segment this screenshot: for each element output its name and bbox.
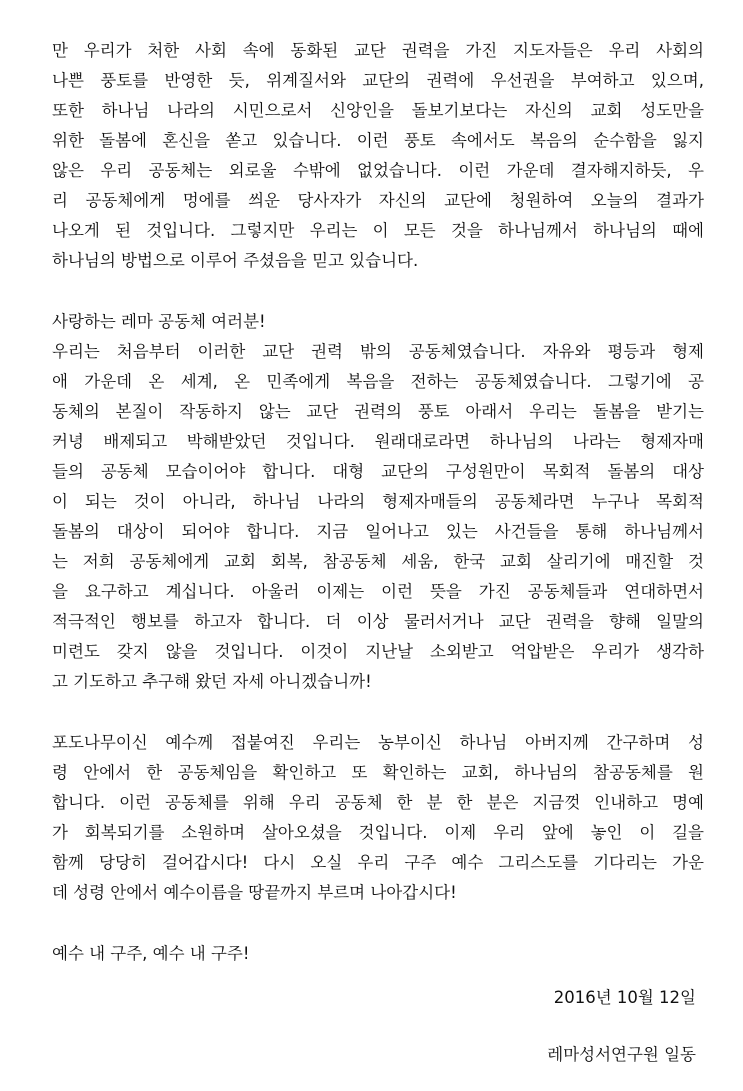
- salutation: 사랑하는 레마 공동체 여러분!: [52, 312, 266, 331]
- paragraph-spacer: [52, 276, 704, 307]
- paragraph-2-line: 우리는 처음부터 이러한 교단 권력 밖의 공동체였습니다. 자유와 평등과 형제: [52, 342, 704, 361]
- paragraph-2-line: 고 기도하고 추구해 왔던 자세 아니겠습니까!: [52, 672, 372, 691]
- paragraph-2-line: 미련도 갖지 않을 것입니다. 이것이 지난날 소외받고 억압받은 우리가 생각하: [52, 642, 704, 661]
- paragraph-1: [52, 36, 704, 276]
- paragraph-3-line: 령 안에서 한 공동체임을 확인하고 또 확인하는 교회, 하나님의 참공동체를 원: [52, 763, 704, 782]
- paragraph-2-line: 들의 공동체 모습이어야 합니다. 대형 교단의 구성원만이 목회적 돌봄의 대상: [52, 462, 704, 481]
- paragraph-1-line: 않은 우리 공동체는 외로울 수밖에 없었습니다. 이런 가운데 결자해지하듯, 우: [52, 161, 704, 180]
- closing-line: 예수 내 구주, 예수 내 구주!: [52, 944, 250, 963]
- paragraph-2: [52, 337, 704, 697]
- paragraph-2-line: 적극적인 행보를 하고자 합니다. 더 이상 물러서거나 교단 권력을 향해 일말의: [52, 612, 704, 631]
- signature: 레마성서연구원 일동: [547, 1045, 696, 1064]
- paragraph-2-line: 을 요구하고 계십니다. 아울러 이제는 이런 뜻을 가진 공동체들과 연대하면서: [52, 582, 704, 601]
- paragraph-3-line: 합니다. 이런 공동체를 위해 우리 공동체 한 분 한 분은 지금껏 인내하고 명예: [52, 793, 704, 812]
- paragraph-2-line: 애 가운데 온 세계, 온 민족에게 복음을 전하는 공동체였습니다. 그렇기에 공: [52, 372, 704, 391]
- paragraph-1-line: 하나님의 방법으로 이루어 주셨음을 믿고 있습니다.: [52, 251, 419, 270]
- paragraph-spacer: [52, 697, 704, 728]
- paragraph-1-line: 나쁜 풍토를 반영한 듯, 위계질서와 교단의 권력에 우선권을 부여하고 있으며,: [52, 71, 704, 90]
- paragraph-1-line: 또한 하나님 나라의 시민으로서 신앙인을 돌보기보다는 자신의 교회 성도만을: [52, 101, 704, 120]
- paragraph-3-line: 가 회복되기를 소원하며 살아오셨을 것입니다. 이제 우리 앞에 놓인 이 길을: [52, 823, 704, 842]
- paragraph-3: [52, 728, 704, 908]
- paragraph-1-line: 나오게 된 것입니다. 그렇지만 우리는 이 모든 것을 하나님께서 하나님의 때에: [52, 221, 704, 240]
- paragraph-spacer: [52, 908, 704, 939]
- paragraph-1-line: 리 공동체에게 멍에를 씌운 당사자가 자신의 교단에 청원하여 오늘의 결과가: [52, 191, 704, 210]
- letter-body: [52, 36, 704, 969]
- paragraph-2-line: 이 되는 것이 아니라, 하나님 나라의 형제자매들의 공동체라면 누구나 목회적: [52, 492, 704, 511]
- paragraph-2-line: 돌봄의 대상이 되어야 합니다. 지금 일어나고 있는 사건들을 통해 하나님께서: [52, 522, 704, 541]
- paragraph-2-line: 커녕 배제되고 박해받았던 것입니다. 원래대로라면 하나님의 나라는 형제자매: [52, 432, 704, 451]
- paragraph-3-line: 함께 당당히 걸어갑시다! 다시 오실 우리 구주 예수 그리스도를 기다리는 가운: [52, 853, 704, 872]
- paragraph-3-line: 포도나무이신 예수께 접붙여진 우리는 농부이신 하나님 아버지께 간구하며 성: [52, 733, 704, 752]
- paragraph-2-line: 는 저희 공동체에게 교회 회복, 참공동체 세움, 한국 교회 살리기에 매진할 것: [52, 552, 704, 571]
- paragraph-3-line: 데 성령 안에서 예수이름을 땅끝까지 부르며 나아갑시다!: [52, 883, 457, 902]
- paragraph-1-line: 만 우리가 처한 사회 속에 동화된 교단 권력을 가진 지도자들은 우리 사회의: [52, 41, 704, 60]
- letter-date: 2016년 10월 12일: [553, 988, 696, 1007]
- paragraph-2-line: 동체의 본질이 작동하지 않는 교단 권력의 풍토 아래서 우리는 돌봄을 받기는: [52, 402, 704, 421]
- paragraph-1-line: 위한 돌봄에 혼신을 쏟고 있습니다. 이런 풍토 속에서도 복음의 순수함을 잃지: [52, 131, 704, 150]
